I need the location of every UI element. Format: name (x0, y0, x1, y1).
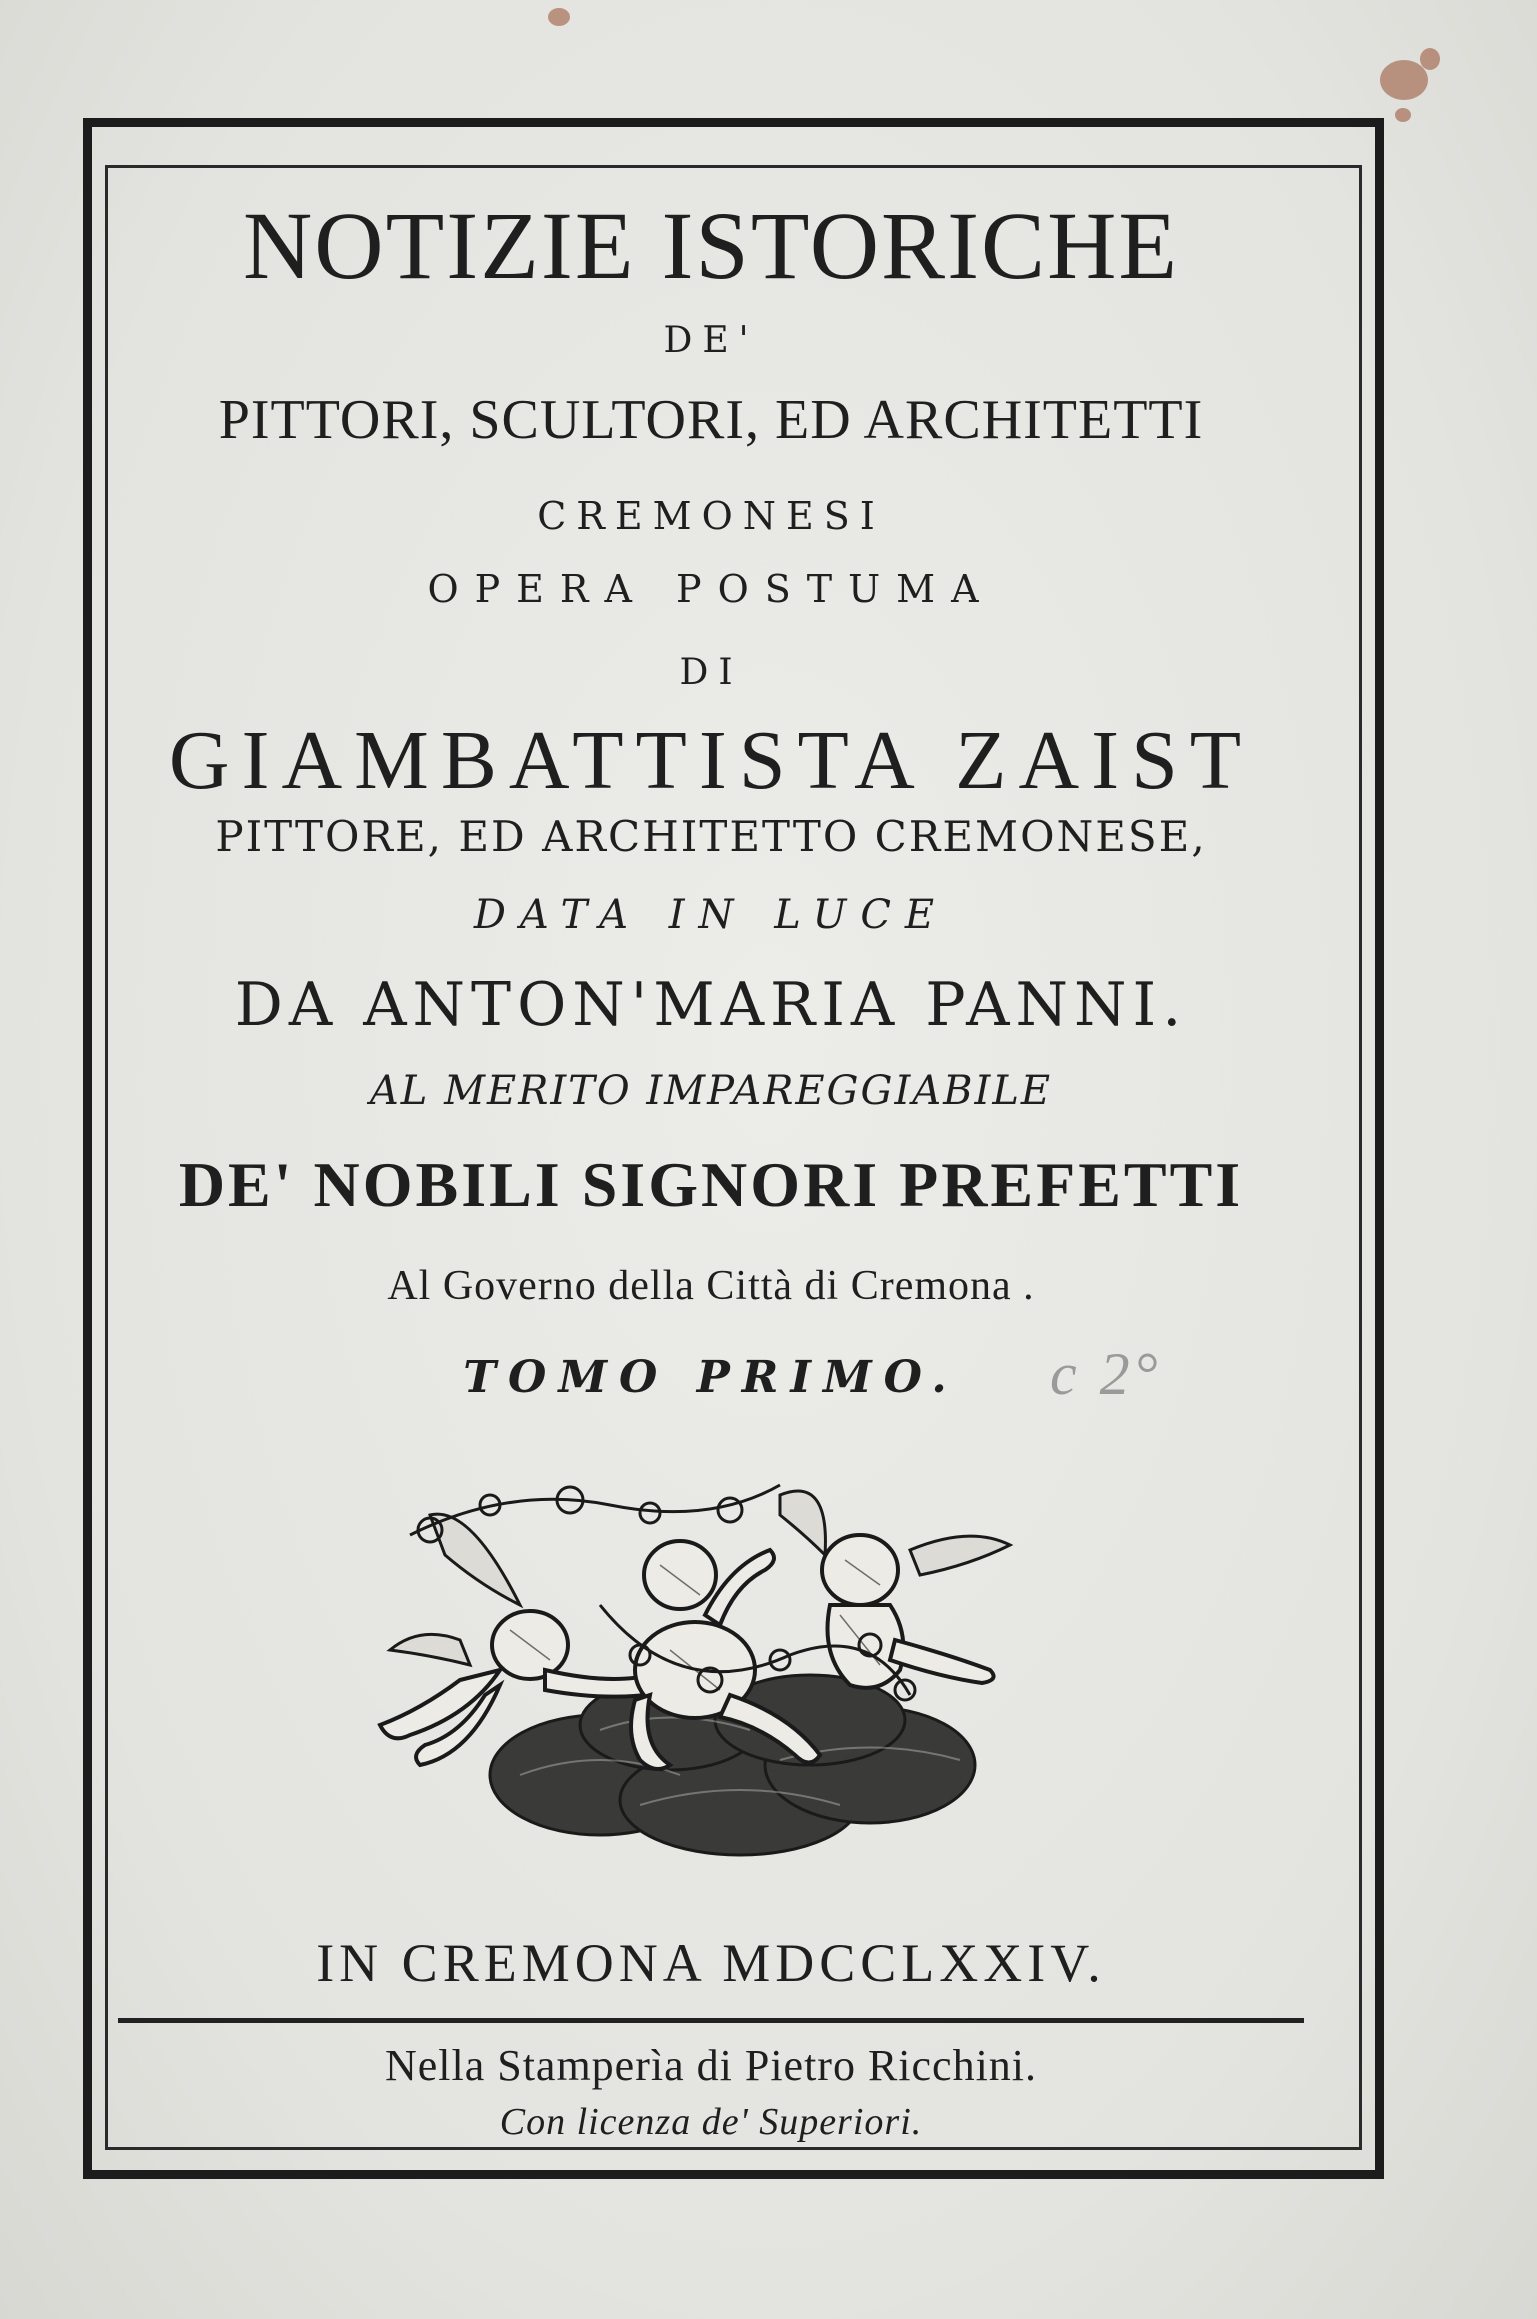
imprint-rule (118, 2018, 1304, 2023)
editor-name: DA ANTON'MARIA PANNI. (234, 970, 1188, 1040)
foxing-stain (1420, 48, 1440, 70)
licence-line: Con licenza de' Superiori. (499, 2101, 923, 2143)
title-cremonesi: CREMONESI (537, 494, 885, 538)
foxing-stain (1395, 108, 1411, 122)
handwritten-note: c 2° (1050, 1341, 1162, 1407)
foxing-stain (548, 8, 570, 26)
place-and-date: IN CREMONA MDCCLXXIV. (316, 1933, 1106, 1993)
foxing-stain (1380, 60, 1428, 100)
title-subjects: PITTORI, SCULTORI, ED ARCHITETTI (218, 389, 1204, 451)
volume-label: TOMO PRIMO. (463, 1352, 959, 1403)
data-in-luce: DATA IN LUCE (473, 892, 949, 938)
title-di: DI (679, 652, 743, 693)
governo-line: Al Governo della Città di Cremona . (387, 1263, 1035, 1309)
book-title: NOTIZIE ISTORICHE (242, 192, 1180, 299)
cherubs-ornament-icon (350, 1455, 1120, 1865)
author-name: GIAMBATTISTA ZAIST (168, 714, 1254, 807)
opera-postuma: OPERA POSTUMA (427, 567, 995, 611)
printer-line: Nella Stamperìa di Pietro Ricchini. (384, 2041, 1038, 2090)
dedicatees: DE' NOBILI SIGNORI PREFETTI (178, 1149, 1244, 1220)
title-de: DE' (663, 320, 759, 361)
merito-line: AL MERITO IMPAREGGIABILE (369, 1068, 1053, 1114)
author-role: PITTORE, ED ARCHITETTO CREMONESE, (215, 812, 1207, 861)
